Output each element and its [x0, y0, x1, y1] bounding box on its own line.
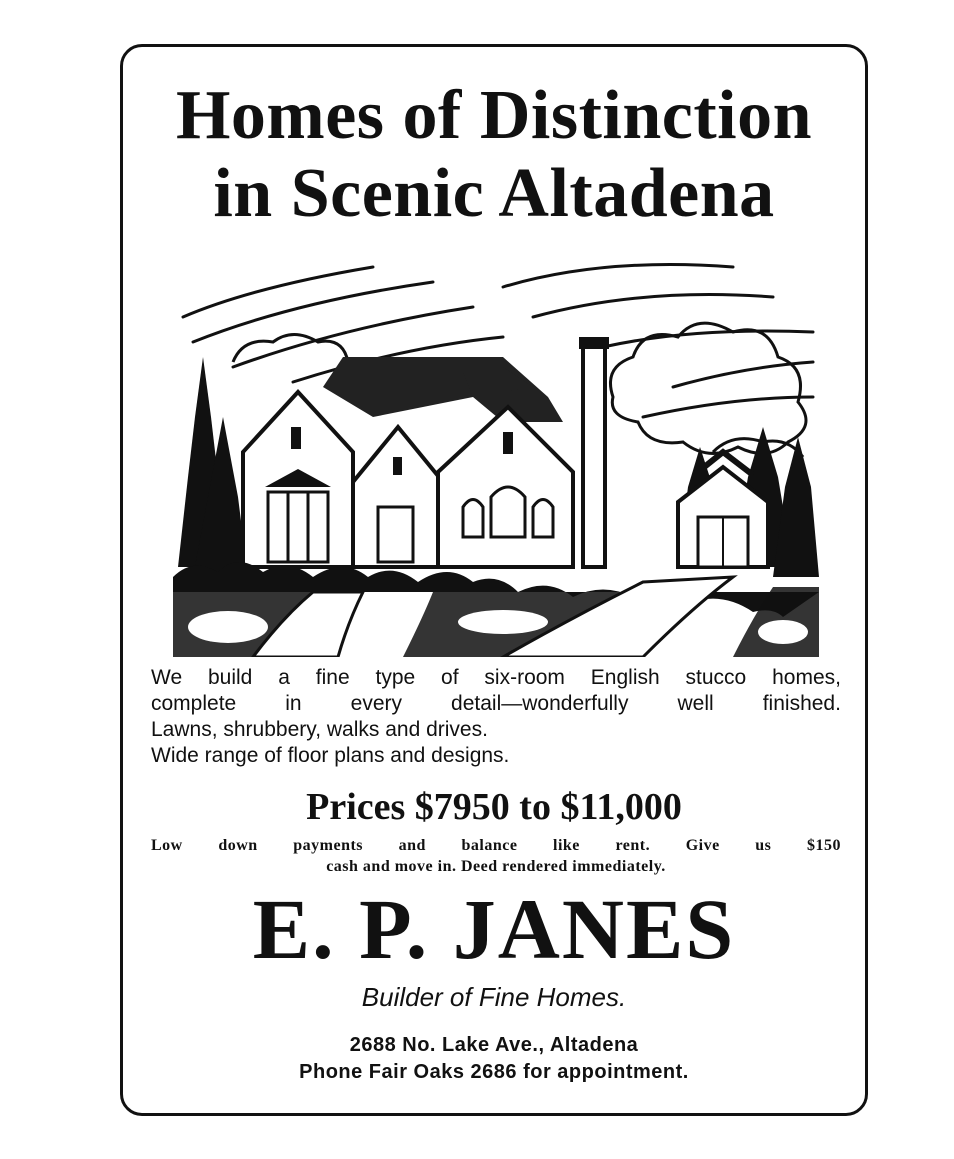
price-range: Prices $7950 to $11,000 [306, 786, 682, 828]
builder-tagline: Builder of Fine Homes. [361, 982, 627, 1012]
description-line-1: We build a fine type of six-room English stucco homes, [151, 666, 841, 689]
payment-terms [151, 835, 841, 877]
headline-line-2: in Scenic Altadena [213, 155, 775, 232]
payment-terms-line-1: Low down payments and balance like rent. Give us $150 [151, 837, 841, 854]
house-illustration [173, 247, 819, 657]
builder-address: 2688 No. Lake Ave., Altadena [349, 1034, 639, 1056]
description-line-2: complete in every detail—wonderfully well finished. [151, 692, 841, 715]
description-text [151, 665, 841, 769]
builder-name: E. P. JANES [252, 881, 736, 977]
description-line-4: Wide range of floor plans and designs. [151, 744, 510, 767]
payment-terms-line-2: cash and move in. Deed rendered immediately. [326, 858, 666, 875]
headline-line-1: Homes of Distinction [175, 77, 813, 154]
description-line-3: Lawns, shrubbery, walks and drives. [151, 718, 488, 741]
builder-phone: Phone Fair Oaks 2686 for appointment. [299, 1061, 689, 1083]
advertisement-frame [120, 44, 868, 1116]
